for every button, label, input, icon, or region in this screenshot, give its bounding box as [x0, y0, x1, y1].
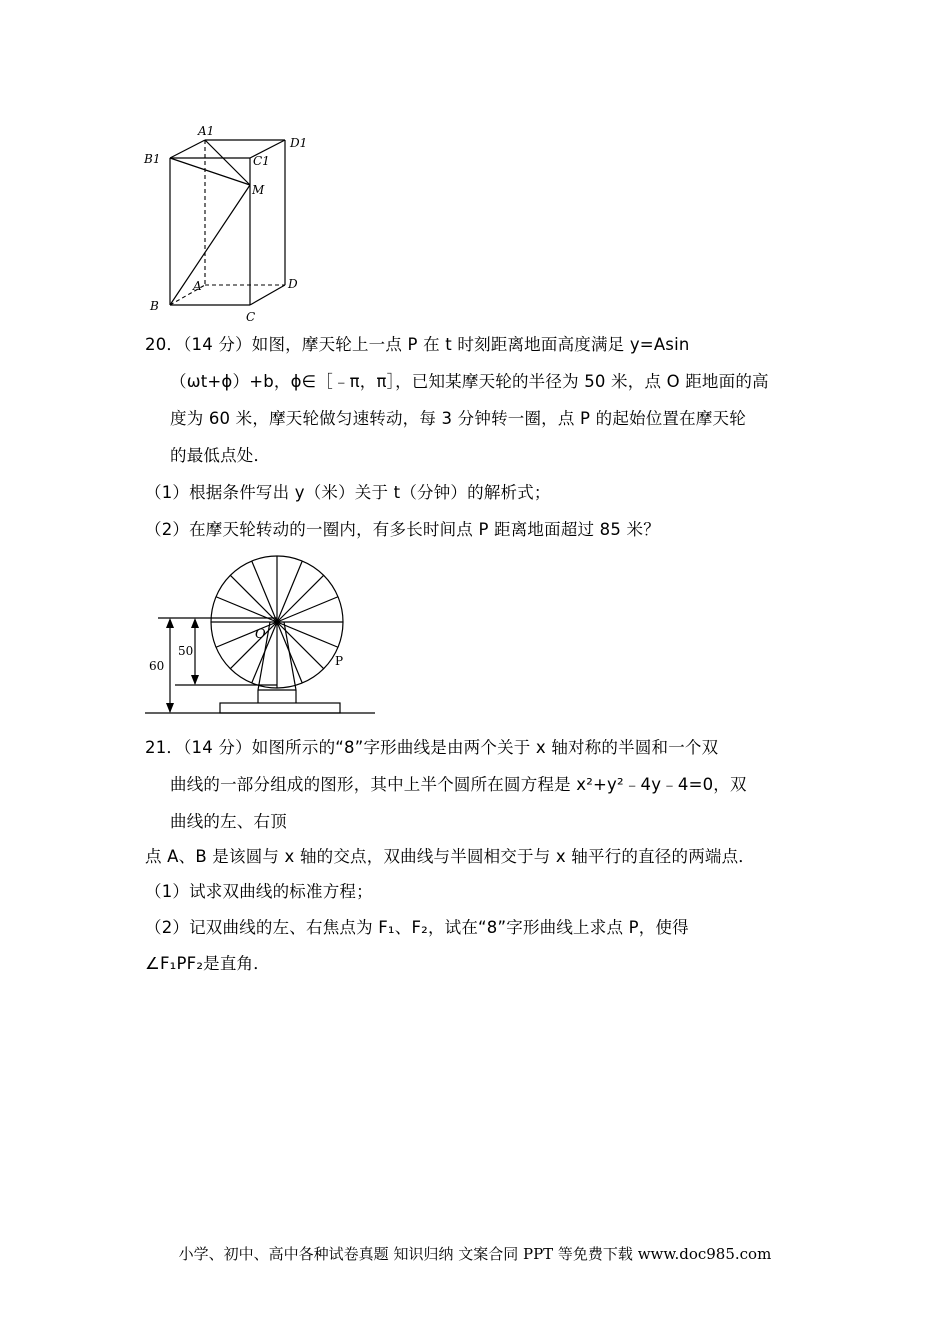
problem20-line4: 的最低点处． [170, 446, 271, 465]
problem21-question2-cont: ∠F₁PF₂是直角． [145, 954, 270, 973]
problem20-line3: 度为 60 米，摩天轮做匀速转动，每 3 分钟转一圈，点 P 的起始位置在摩天轮 [170, 409, 746, 428]
label-o: O [255, 627, 266, 642]
label-50: 50 [178, 644, 194, 658]
problem21-line4: 点 A、B 是该圆与 x 轴的交点，双曲线与半圆相交于与 x 轴平行的直径的两端点． [145, 847, 756, 866]
problem20-question2: （2）在摩天轮转动的一圈内，有多长时间点 P 距离地面超过 85 米？ [145, 520, 660, 539]
label-a: A [193, 279, 202, 293]
ferris-spoke [230, 575, 277, 622]
ferris-spoke [277, 622, 324, 669]
label-d: D [288, 277, 298, 291]
problem20-question1: （1）根据条件写出 y（米）关于 t（分钟）的解析式； [145, 483, 551, 502]
label-b: B [150, 299, 159, 313]
label-c: C [246, 310, 256, 324]
label-c1: C1 [253, 154, 270, 168]
label-m: M [252, 183, 265, 197]
problem20-line1: 20．（14 分）如图，摩天轮上一点 P 在 t 时刻距离地面高度满足 y=Asin [145, 335, 690, 354]
label-60: 60 [149, 659, 165, 673]
label-b1: B1 [144, 152, 161, 166]
problem21-question2: （2）记双曲线的左、右焦点为 F₁、F₂，试在“8”字形曲线上求点 P，使得 [145, 918, 689, 937]
problem21-question1: （1）试求双曲线的标准方程； [145, 882, 373, 901]
problem21-line2: 曲线的一部分组成的图形，其中上半个圆所在圆方程是 x²+y²﹣4y﹣4=0，双 [170, 775, 747, 794]
label-a1: A1 [198, 124, 215, 138]
footer-text: 小学、初中、高中各种试卷真题 知识归纳 文案合同 PPT 等免费下载 www.doc985.com [178, 1245, 772, 1263]
ferris-spoke [230, 622, 277, 669]
label-p: P [335, 654, 344, 668]
problem20-line2: （ωt+ϕ）+b，ϕ∈［﹣π，π］，已知某摩天轮的半径为 50 米，点 O 距地面的高 [170, 372, 769, 391]
ferris-spoke [277, 575, 324, 622]
ferris-wheel-figure [140, 550, 380, 720]
problem21-line3: 曲线的左、右顶 [170, 812, 287, 831]
ferris-spokes [211, 556, 343, 688]
problem21-line1: 21．（14 分）如图所示的“8”字形曲线是由两个关于 x 轴对称的半圆和一个双 [145, 738, 719, 757]
prism-figure [140, 120, 320, 330]
label-d1: D1 [290, 136, 308, 150]
